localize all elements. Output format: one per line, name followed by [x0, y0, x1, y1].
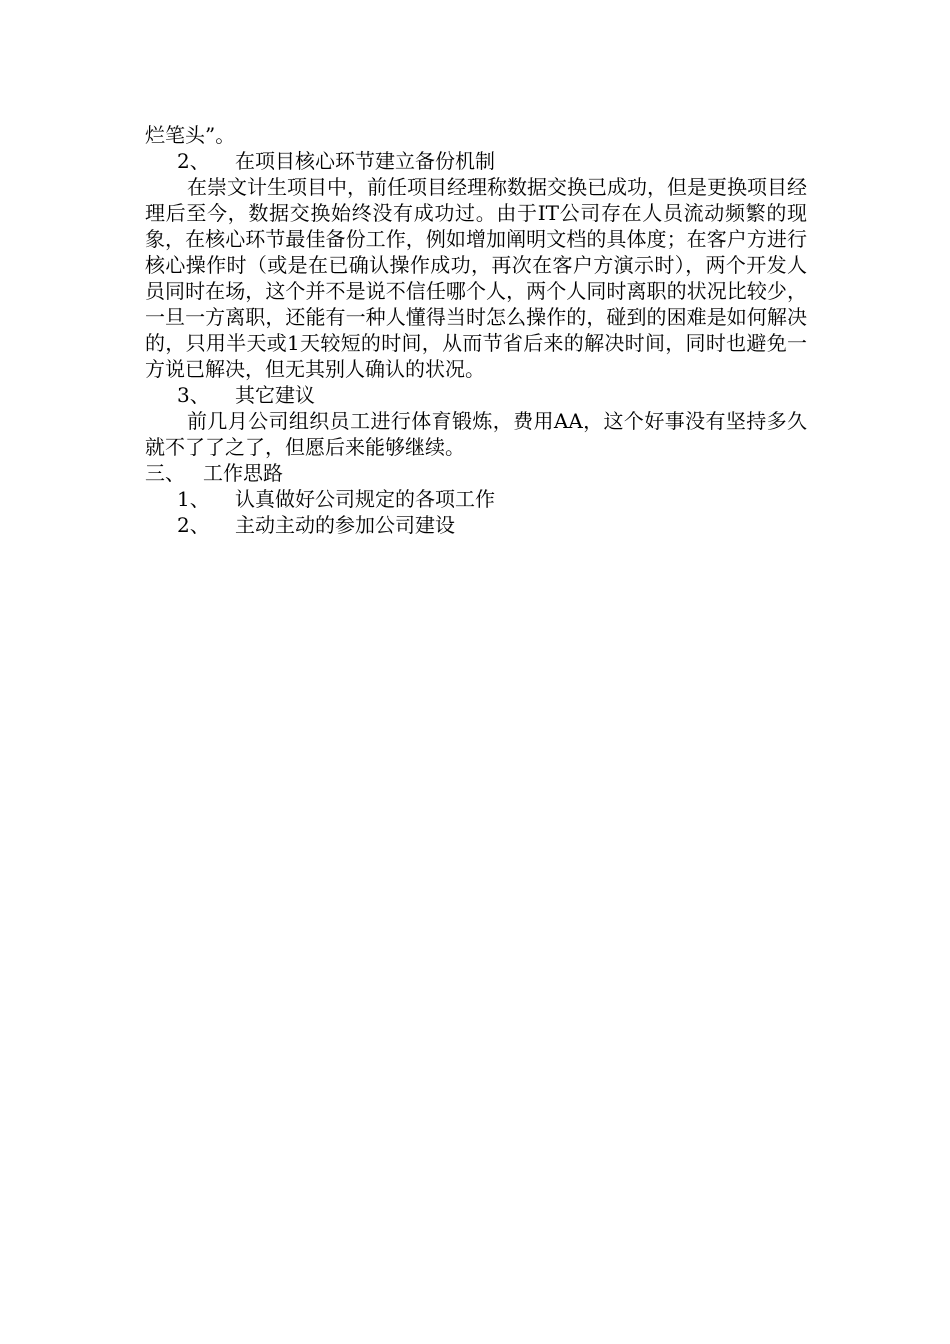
item-number: 2、 — [177, 149, 210, 173]
continuation-text: 烂笔头”。 — [145, 123, 236, 147]
document-body — [145, 122, 807, 538]
item-title: 其它建议 — [235, 383, 315, 407]
item-text: 主动主动的参加公司建设 — [235, 513, 455, 537]
item-text: 认真做好公司规定的各项工作 — [235, 487, 495, 511]
item-number: 2、 — [177, 513, 210, 537]
item-heading-other-suggestions — [145, 382, 807, 408]
section-title: 工作思路 — [203, 461, 283, 485]
section-number: 三、 — [145, 461, 185, 485]
list-item — [145, 486, 807, 512]
item-number: 3、 — [177, 383, 210, 407]
item-heading-backup — [145, 148, 807, 174]
item-title: 在项目核心环节建立备份机制 — [235, 149, 495, 173]
section-heading-work-plan — [145, 460, 807, 486]
paragraph-backup: 在崇文计生项目中，前任项目经理称数据交换已成功，但是更换项目经理后至今，数据交换始终没有成功过。由于IT公司存在人员流动频繁的现象，在核心环节最佳备份工作，例如增加阐明文档的具体度；在客户方进行核心操作时（或是在已确认操作成功，再次在客户方演示时），两个开发人员同时在场，这个并不是说不信任哪个人，两个人同时离职的状况比较少，一旦一方离职，还能有一种人懂得当时怎么操作的，碰到的困难是如何解决的，只用半天或1天较短的时间，从而节省后来的解决时间，同时也避免一方说已解决，但无其别人确认的状况。 — [145, 175, 807, 381]
list-item — [145, 512, 807, 538]
item-number: 1、 — [177, 487, 210, 511]
paragraph-other-suggestions: 前几月公司组织员工进行体育锻炼，费用AA，这个好事没有坚持多久就不了了之了，但愿后来能够继续。 — [145, 409, 807, 459]
